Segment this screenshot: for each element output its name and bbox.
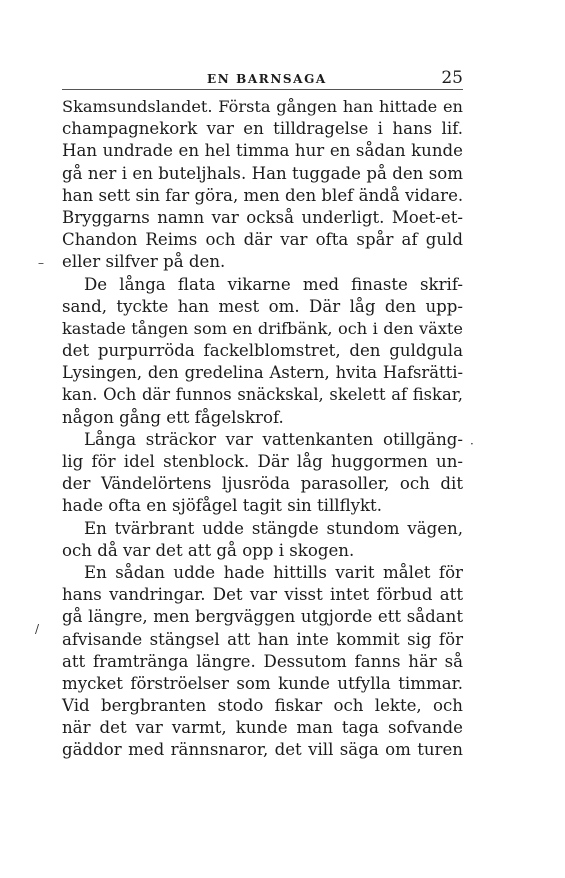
running-head xyxy=(62,66,463,90)
text-line: att framtränga längre. Dessutom fanns här så xyxy=(62,651,463,671)
margin-stroke-mark: / xyxy=(35,622,40,636)
text-line: En sådan udde hade hittills varit målet för xyxy=(84,562,463,582)
text-line: gå längre, men bergväggen utgjorde ett sådant xyxy=(62,607,463,627)
text-line: när det var varmt, kunde man taga sofvande xyxy=(62,718,463,738)
text-line: lig för idel stenblock. Där låg huggormen un- xyxy=(62,452,463,471)
text-line: Han undrade en hel timma hur en sådan kunde xyxy=(62,141,463,161)
text-line: Skamsundslandet. Första gången han hittade en xyxy=(62,97,463,116)
text-line: han sett sin far göra, men den blef ändå vidare. xyxy=(62,185,464,205)
running-title: EN BARNSAGA xyxy=(207,72,327,86)
text-line: De långa flata vikarne med finaste skrif- xyxy=(84,274,463,294)
text-line: och då var det att gå opp i skogen. xyxy=(62,540,355,560)
text-line: hade ofta en sjöfågel tagit sin tillflykt. xyxy=(62,496,383,516)
text-line: der Vändelörtens ljusröda parasoller, och dit xyxy=(62,474,463,494)
text-line: hans vandringar. Det var visst intet förbud att xyxy=(62,585,463,605)
text-line: En tvärbrant udde stängde stundom vägen, xyxy=(84,518,463,538)
text-line: sand, tyckte han mest om. Där låg den upp- xyxy=(62,296,463,316)
margin-dot-mark: · xyxy=(470,437,474,451)
text-line: mycket förströelser som kunde utfylla timmar. xyxy=(62,673,463,693)
text-line: gäddor med rännsnaror, det vill säga om turen xyxy=(62,740,463,760)
text-line: någon gång ett fågelskrof. xyxy=(62,407,284,427)
margin-tick-mark: – xyxy=(38,256,44,270)
text-line: Vid bergbranten stodo fiskar och lekte, och xyxy=(62,696,463,716)
body-text xyxy=(62,96,463,762)
text-line: det purpurröda fackelblomstret, den guldgula xyxy=(62,341,463,361)
text-line: gå ner i en buteljhals. Han tuggade på den som xyxy=(62,163,463,183)
text-line: kastade tången som en drifbänk, och i den växte xyxy=(62,318,463,338)
text-line: kan. Och där funnos snäckskal, skelett af fiskar, xyxy=(62,385,463,405)
text-line: Chandon Reims och där var ofta spår af guld xyxy=(62,230,463,250)
header-rule xyxy=(62,89,463,90)
text-line: Bryggarns namn var också underligt. Moet-et- xyxy=(62,207,463,227)
page-number: 25 xyxy=(441,68,463,88)
text-line: champagnekork var en tilldragelse i hans lif. xyxy=(62,119,463,139)
text-line: afvisande stängsel att han inte kommit sig för xyxy=(62,629,463,649)
text-line: eller silfver på den. xyxy=(62,252,226,272)
text-line: Långa sträckor var vattenkanten otillgäng- xyxy=(84,429,463,449)
text-line: Lysingen, den gredelina Astern, hvita Hafsrätti- xyxy=(62,363,463,383)
